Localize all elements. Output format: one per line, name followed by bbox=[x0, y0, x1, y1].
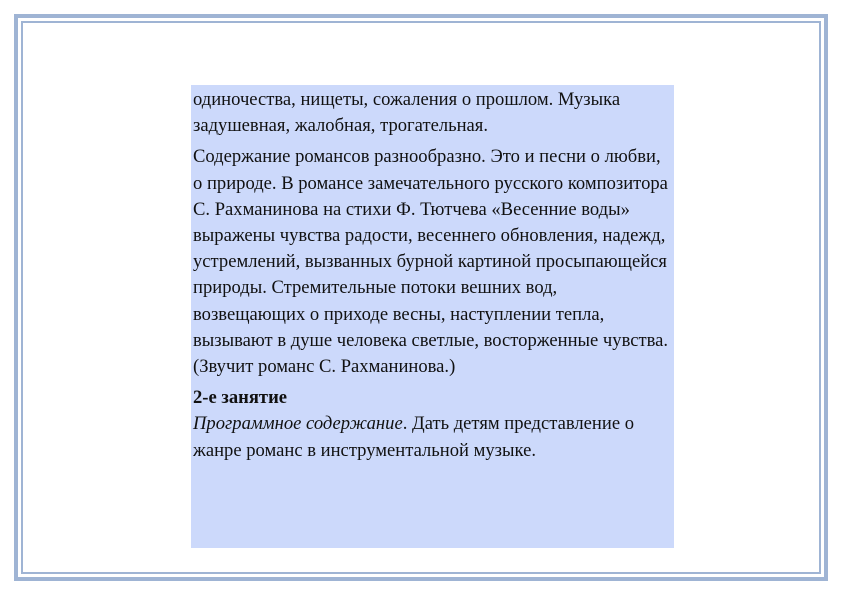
text-block bbox=[191, 85, 674, 548]
paragraph-romance-content: Содержание романсов разнообразно. Это и песни о любви, о природе. В романсе замечательного русского композитора С. Рахманинова на стихи Ф. Тютчева «Весенние воды» выражены чувства радости, весеннего обновления, надежд, устремлений, вызванных бурной картиной просыпающейся природы. Стремительные потоки вешних вод, возвещающих о приходе весны, наступлении тепла, вызывают в душе человека светлые, восторженные чувства. (Звучит романс С. Рахманинова.) bbox=[193, 146, 669, 378]
program-label: Программное содержание bbox=[193, 413, 403, 435]
program-text: . Дать детям представление о жанре романс в инструментальной музыке. bbox=[193, 413, 635, 461]
lesson-heading: 2-е занятие bbox=[193, 387, 288, 409]
lesson-section bbox=[193, 385, 674, 464]
paragraph-intro: одиночества, нищеты, сожаления о прошлом. Музыка задушевная, жалобная, трогательная. bbox=[193, 89, 621, 137]
